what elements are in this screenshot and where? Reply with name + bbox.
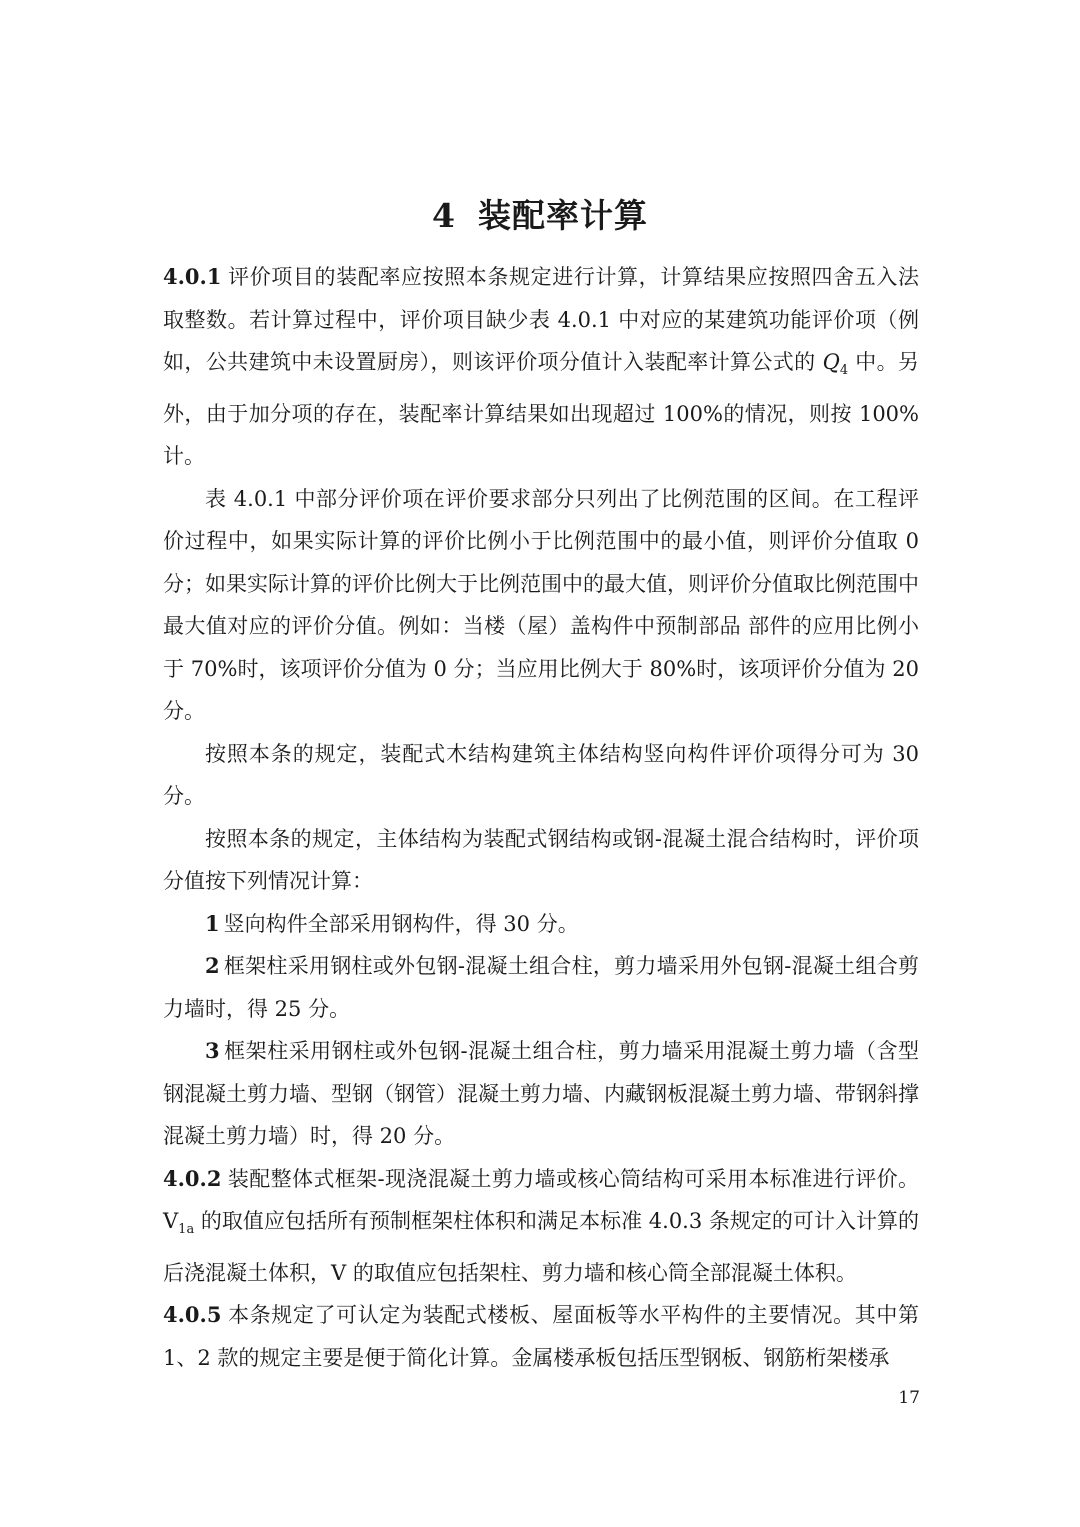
symbol-q-subscript: 4 [839, 363, 849, 379]
clause-text-cont: 的取值应包括所有预制框架柱体积和满足本标准 4.0.3 条规定的可计入计算的后浇混凝土体积，V 的取值应包括架柱、剪力墙和核心筒全部混凝土体积。 [163, 1209, 919, 1285]
chapter-title: 装配率计算 [477, 196, 648, 235]
symbol-v-subscript: 1a [178, 1222, 195, 1238]
item-text: 框架柱采用钢柱或外包钢-混凝土组合柱，剪力墙采用混凝土剪力墙（含型钢混凝土剪力墙、型钢（钢管）混凝土剪力墙、内藏钢板混凝土剪力墙、带钢斜撑混凝土剪力墙）时，得 20 分。 [163, 1039, 919, 1149]
chapter-heading [0, 188, 1080, 244]
clause-4-0-2 [163, 1158, 919, 1295]
clause-4-0-1 [163, 256, 919, 478]
chapter-number: 4 [432, 196, 456, 235]
paragraph-timber: 按照本条的规定，装配式木结构建筑主体结构竖向构件评价项得分可为 30 分。 [163, 741, 919, 809]
list-item [163, 1030, 919, 1158]
clause-text: 本条规定了可认定为装配式楼板、屋面板等水平构件的主要情况。其中第 1、2 款的规定主要是便于简化计算。金属楼承板包括压型钢板、钢筋桁架楼承 [163, 1303, 919, 1370]
list-item [163, 945, 919, 1030]
item-number: 2 [205, 953, 220, 979]
page-number: 17 [898, 1388, 920, 1408]
clause-label: 4.0.1 [163, 264, 222, 289]
symbol-v: V [163, 1209, 179, 1234]
clause-text-cont: 中。另外，由于加分项的存在，装配率计算结果如出现超过 100%的情况，则按 100%计。 [163, 350, 919, 469]
paragraph-steel: 按照本条的规定，主体结构为装配式钢结构或钢-混凝土混合结构时，评价项分值按下列情况计算： [163, 826, 919, 894]
item-text: 框架柱采用钢柱或外包钢-混凝土组合柱，剪力墙采用外包钢-混凝土组合剪力墙时，得 25 分。 [163, 954, 919, 1021]
item-number: 1 [205, 910, 220, 936]
item-text: 竖向构件全部采用钢构件，得 30 分。 [223, 911, 579, 936]
clause-4-0-5 [163, 1294, 919, 1379]
body-text [163, 256, 919, 1379]
clause-label: 4.0.5 [163, 1302, 222, 1328]
clause-text: 评价项目的装配率应按照本条规定进行计算，计算结果应按照四舍五入法取整数。若计算过程中，评价项目缺少表 4.0.1 中对应的某建筑功能评价项（例如，公共建筑中未设置厨房），则该评价项分值计入装配率计算公式的 [163, 265, 919, 374]
paragraph-ratio-range: 表 4.0.1 中部分评价项在评价要求部分只列出了比例范围的区间。在工程评价过程中，如果实际计算的评价比例小于比例范围中的最小值，则评价分值取 0 分；如果实际计算的评价比例大于比例范围中的最大值，则评价分值取比例范围中最大值对应的评价分值。例如：当楼（屋）盖构件中预制部品 部件的应用比例小于 70%时，该项评价分值为 0 分；当应用比例大于 80%时，该项评价分值为 20 分。 [163, 486, 919, 724]
list-item [163, 903, 919, 946]
clause-label: 4.0.2 [163, 1165, 222, 1191]
item-number: 3 [205, 1038, 220, 1064]
symbol-q: Q [822, 350, 840, 374]
clause-text: 装配整体式框架-现浇混凝土剪力墙或核心筒结构可采用本标准进行评价。 [227, 1166, 919, 1191]
